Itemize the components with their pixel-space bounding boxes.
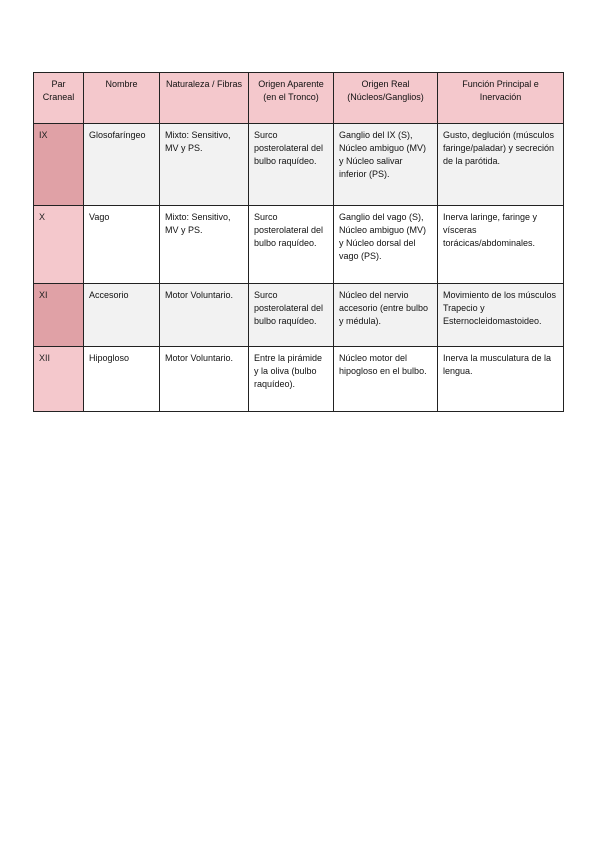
header-naturaleza: Naturaleza / Fibras (160, 73, 249, 124)
cell-naturaleza: Motor Voluntario. (160, 347, 249, 412)
table-row (34, 284, 564, 347)
cell-origen-aparente: Surco posterolateral del bulbo raquídeo. (249, 284, 334, 347)
cell-par: XI (34, 284, 84, 347)
cell-par: X (34, 206, 84, 284)
cranial-nerves-table (33, 72, 564, 412)
cell-nombre: Glosofaríngeo (84, 124, 160, 206)
cell-naturaleza: Mixto: Sensitivo, MV y PS. (160, 206, 249, 284)
cell-par: XII (34, 347, 84, 412)
header-par-craneal: Par Craneal (34, 73, 84, 124)
cell-origen-real: Núcleo del nervio accesorio (entre bulbo y médula). (334, 284, 438, 347)
table-header-row (34, 73, 564, 124)
cell-origen-real: Ganglio del vago (S), Núcleo ambiguo (MV) y Núcleo dorsal del vago (PS). (334, 206, 438, 284)
cell-origen-aparente: Surco posterolateral del bulbo raquídeo. (249, 124, 334, 206)
cell-origen-aparente: Entre la pirámide y la oliva (bulbo raquídeo). (249, 347, 334, 412)
cell-origen-real: Núcleo motor del hipogloso en el bulbo. (334, 347, 438, 412)
cell-funcion: Inerva la musculatura de la lengua. (438, 347, 564, 412)
cell-nombre: Hipogloso (84, 347, 160, 412)
cell-origen-real: Ganglio del IX (S), Núcleo ambiguo (MV) y Núcleo salivar inferior (PS). (334, 124, 438, 206)
cell-par: IX (34, 124, 84, 206)
table-row (34, 206, 564, 284)
cell-origen-aparente: Surco posterolateral del bulbo raquídeo. (249, 206, 334, 284)
table-row (34, 124, 564, 206)
cell-funcion: Gusto, deglución (músculos faringe/paladar) y secreción de la parótida. (438, 124, 564, 206)
header-nombre: Nombre (84, 73, 160, 124)
header-origen-real: Origen Real (Núcleos/Ganglios) (334, 73, 438, 124)
cell-nombre: Accesorio (84, 284, 160, 347)
cell-nombre: Vago (84, 206, 160, 284)
table-row (34, 347, 564, 412)
cell-funcion: Movimiento de los músculos Trapecio y Esternocleidomastoideo. (438, 284, 564, 347)
header-funcion: Función Principal e Inervación (438, 73, 564, 124)
header-origen-aparente: Origen Aparente (en el Tronco) (249, 73, 334, 124)
cell-funcion: Inerva laringe, faringe y vísceras torácicas/abdominales. (438, 206, 564, 284)
cell-naturaleza: Mixto: Sensitivo, MV y PS. (160, 124, 249, 206)
cell-naturaleza: Motor Voluntario. (160, 284, 249, 347)
